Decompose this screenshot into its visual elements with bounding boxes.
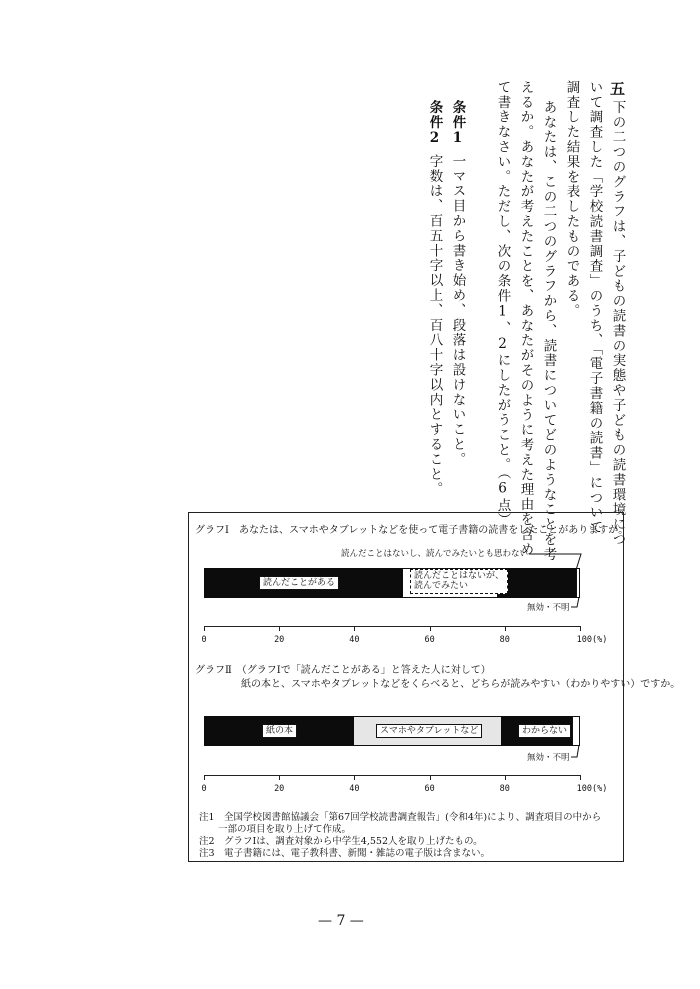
- graph1-axis: [201, 626, 608, 648]
- graph1-segment-not-interested: [497, 568, 576, 598]
- graph2-tick: [354, 775, 355, 780]
- graph2-tick: [580, 775, 581, 780]
- graph1-axis-line: [204, 626, 580, 627]
- graph2-tick-label: 0: [201, 784, 207, 794]
- note-1-continued: 一部の項目を取り上げて作成。: [199, 824, 352, 835]
- question-line-3: 調査した結果を表したものである。: [563, 80, 580, 319]
- note-2: 注2 グラフⅠは、調査対象から中学生4,552人を取り上げたもの。: [199, 836, 483, 847]
- graph2-label-digital: スマホやタブレットなど: [376, 724, 482, 738]
- graph2-tick-label: 40: [349, 784, 360, 794]
- condition-1-text: 一マス目から書き始め、段落は設けないこと。: [449, 154, 466, 467]
- graph2-label-unknown: わからない: [518, 724, 571, 738]
- graph1-tick: [430, 626, 431, 631]
- graph1-callout-top: 読んだことはないし、読んでみたいとも思わない: [341, 549, 529, 559]
- graph2-tick: [204, 775, 205, 780]
- condition-1-label: 条件1: [449, 100, 466, 148]
- question-line-6: て書きなさい。ただし、次の条件1、2にしたがうこと。（6点）: [494, 80, 511, 528]
- graph2-label-paper: 紙の本: [262, 724, 297, 738]
- graph1-invalid-leader: [571, 597, 581, 609]
- page-number: — 7 —: [318, 913, 364, 929]
- graph2-axis-line: [204, 775, 580, 776]
- graph1-tick: [354, 626, 355, 631]
- question-number: 五: [610, 80, 626, 98]
- graph2-tick: [430, 775, 431, 780]
- note-1: 注1 全国学校図書館協議会「第67回学校読書調査報告」(令和4年)により、調査項目の中から: [199, 812, 602, 823]
- graph1-tick: [505, 626, 506, 631]
- graph2-callout-bottom: 無効・不明: [527, 753, 570, 763]
- question-line-1: 下の二つのグラフは、子どもの読書の実態や子どもの読書環境につ: [609, 100, 626, 547]
- graph1-tick: [580, 626, 581, 631]
- graph1-label-want: [410, 569, 508, 594]
- graph2-tick-label: 100(%): [576, 784, 608, 794]
- graph2-tick: [279, 775, 280, 780]
- graph2-tick-label: 60: [424, 784, 435, 794]
- graph1-label-read: 読んだことがある: [259, 576, 339, 590]
- graph1-bar: [204, 568, 580, 598]
- graph1-label-want-line2: 読んでみたい: [414, 581, 469, 592]
- graph-frame: [188, 512, 681, 862]
- graph1-label-want-line1: 読んだことはないが、: [414, 571, 505, 581]
- note-3: 注3 電子書籍には、電子教科書、新聞・雑誌の電子版は含まない。: [199, 848, 491, 859]
- question-line-5: えるか。あなたが考えたことを、あなたがそのように考えた理由を含め: [517, 80, 534, 557]
- graph1-tick-label: 80: [499, 635, 510, 645]
- condition-2-text: 字数は、百五十字以上、百八十字以内とすること。: [426, 154, 443, 497]
- question-line-2: いて調査した「学校読書調査」のうち、「電子書籍の読書」について: [586, 80, 603, 536]
- graph1-segment-invalid: [576, 568, 580, 598]
- graph2-tick-label: 80: [499, 784, 510, 794]
- graph2-title-line2: 紙の本と、スマホやタブレットなどをくらべると、どちらが読みやすい（わかりやすい）ですか。: [241, 679, 681, 690]
- graph2-bar: [204, 716, 580, 746]
- condition-2-label: 条件2: [426, 100, 443, 148]
- graph1-callout-bottom: 無効・不明: [527, 603, 570, 613]
- graph1-tick-label: 0: [201, 635, 207, 645]
- graph1-title: グラフⅠ あなたは、スマホやタブレットなどを使って電子書籍の読書をしたことがありますか。: [195, 525, 629, 536]
- graph2-title-line1: グラフⅡ （グラフⅠで「読んだことがある」と答えた人に対して）: [195, 665, 491, 676]
- graph1-tick-label: 40: [349, 635, 360, 645]
- graph2-tick: [505, 775, 506, 780]
- graph1-tick-label: 20: [274, 635, 285, 645]
- graph1-tick: [279, 626, 280, 631]
- graph2-invalid-leader: [571, 745, 581, 759]
- graph1-tick-label: 100(%): [576, 635, 608, 645]
- graph2-tick-label: 20: [274, 784, 285, 794]
- graph1-tick: [204, 626, 205, 631]
- question-line-4: あなたは、この二つのグラフから、読書についてどのようなことを考: [540, 100, 557, 562]
- graph2-axis: [201, 775, 608, 797]
- graph2-segment-invalid: [572, 716, 580, 746]
- graph1-tick-label: 60: [424, 635, 435, 645]
